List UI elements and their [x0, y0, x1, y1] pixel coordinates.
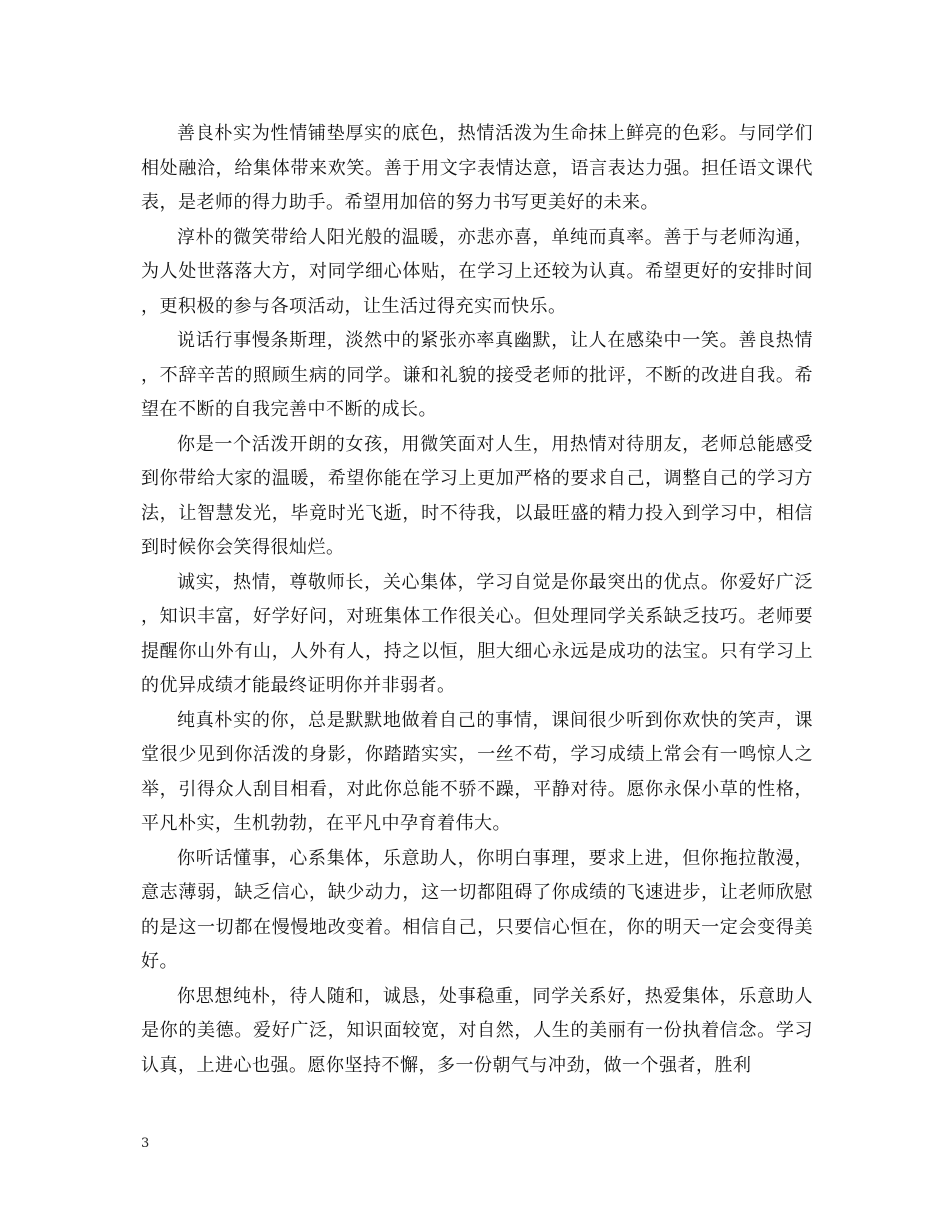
paragraph-7: 你听话懂事，心系集体，乐意助人，你明白事理，要求上进，但你拖拉散漫，意志薄弱，缺乏信心，缺少动力，这一切都阻碍了你成绩的飞速进步，让老师欣慰的是这一切都在慢慢地改变着。相信自己，只要信心恒在，你的明天一定会变得美好。 [141, 847, 813, 972]
paragraph-8: 你思想纯朴，待人随和，诚恳，处事稳重，同学关系好，热爱集体，乐意助人是你的美德。爱好广泛，知识面较宽，对自然，人生的美丽有一份执着信念。学习认真，上进心也强。愿你坚持不懈，多一份朝气与冲劲，做一个强者，胜利 [141, 985, 813, 1076]
body-text [141, 117, 813, 1083]
paragraph-4: 你是一个活泼开朗的女孩，用微笑面对人生，用热情对待朋友，老师总能感受到你带给大家的温暖，希望你能在学习上更加严格的要求自己，调整自己的学习方法，让智慧发光，毕竟时光飞逝，时不待我，以最旺盛的精力投入到学习中，相信到时候你会笑得很灿烂。 [141, 433, 813, 558]
paragraph-1: 善良朴实为性情铺垫厚实的底色，热情活泼为生命抹上鲜亮的色彩。与同学们相处融洽，给集体带来欢笑。善于用文字表情达意，语言表达力强。担任语文课代表，是老师的得力助手。希望用加倍的努力书写更美好的未来。 [141, 123, 813, 213]
paragraph-2: 淳朴的微笑带给人阳光般的温暖，亦悲亦喜，单纯而真率。善于与老师沟通，为人处世落落大方，对同学细心体贴，在学习上还较为认真。希望更好的安排时间，更积极的参与各项活动，让生活过得充实而快乐。 [141, 226, 813, 317]
paragraph-5: 诚实，热情，尊敬师长，关心集体，学习自觉是你最突出的优点。你爱好广泛，知识丰富，好学好问，对班集体工作很关心。但处理同学关系缺乏技巧。老师要提醒你山外有山，人外有人，持之以恒，胆大细心永远是成功的法宝。只有学习上的优异成绩才能最终证明你并非弱者。 [141, 571, 813, 696]
paragraph-3: 说话行事慢条斯理，淡然中的紧张亦率真幽默，让人在感染中一笑。善良热情，不辞辛苦的照顾生病的同学。谦和礼貌的接受老师的批评，不断的改进自我。希望在不断的自我完善中不断的成长。 [141, 330, 813, 420]
page-number: 3 [141, 1136, 150, 1151]
paragraph-6: 纯真朴实的你，总是默默地做着自己的事情，课间很少听到你欢快的笑声，课堂很少见到你活泼的身影，你踏踏实实，一丝不苟，学习成绩上常会有一鸣惊人之举，引得众人刮目相看，对此你总能不骄不躁，平静对待。愿你永保小草的性格，平凡朴实，生机勃勃，在平凡中孕育着伟大。 [141, 709, 813, 834]
